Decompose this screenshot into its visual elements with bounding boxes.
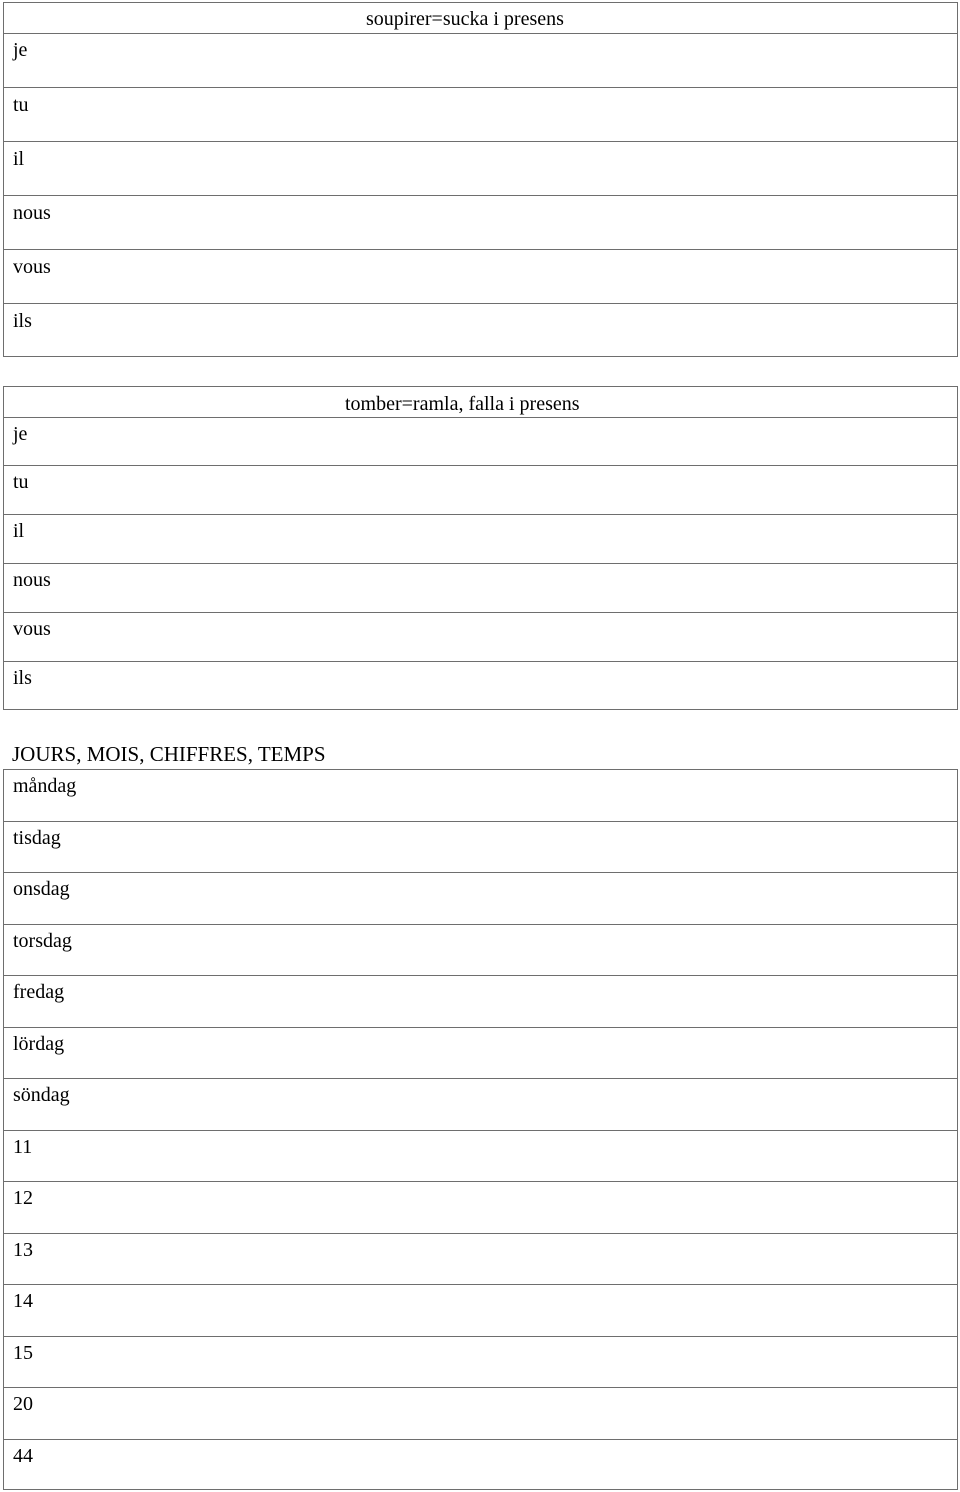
table-row bbox=[4, 1130, 957, 1181]
table-row bbox=[4, 975, 957, 1027]
table-row bbox=[4, 514, 957, 563]
vocabulary-item: 15 bbox=[13, 1342, 33, 1364]
table-row bbox=[4, 1027, 957, 1078]
table-row bbox=[4, 1284, 957, 1336]
vocabulary-item: 44 bbox=[13, 1445, 33, 1467]
vocabulary-item: fredag bbox=[13, 981, 65, 1003]
pronoun-label: je bbox=[13, 423, 28, 445]
vocabulary-item: 13 bbox=[13, 1239, 33, 1261]
table-row bbox=[4, 1439, 957, 1489]
pronoun-label: vous bbox=[13, 618, 51, 640]
vocabulary-item: torsdag bbox=[13, 930, 72, 952]
pronoun-label: il bbox=[13, 520, 25, 542]
table-row bbox=[4, 612, 957, 661]
pronoun-label: tu bbox=[13, 94, 29, 116]
pronoun-label: tu bbox=[13, 471, 29, 493]
conjugation-table-soupirer bbox=[3, 2, 958, 357]
table-row bbox=[4, 303, 957, 356]
table-row bbox=[4, 661, 957, 709]
vocabulary-item: 20 bbox=[13, 1393, 33, 1415]
table-row bbox=[4, 417, 957, 465]
table-row bbox=[4, 1078, 957, 1130]
table-row bbox=[4, 465, 957, 514]
vocabulary-item: söndag bbox=[13, 1084, 70, 1106]
table-row bbox=[4, 872, 957, 924]
table-row bbox=[4, 249, 957, 303]
conjugation-table-tomber bbox=[3, 386, 958, 710]
pronoun-label: ils bbox=[13, 667, 32, 689]
vocabulary-item: 14 bbox=[13, 1290, 33, 1312]
table-row bbox=[4, 141, 957, 195]
table-row bbox=[4, 87, 957, 141]
vocabulary-item: tisdag bbox=[13, 827, 61, 849]
pronoun-label: nous bbox=[13, 202, 51, 224]
pronoun-label: nous bbox=[13, 569, 51, 591]
table-row bbox=[4, 770, 957, 821]
vocabulary-item: måndag bbox=[13, 775, 77, 797]
table-row bbox=[4, 1233, 957, 1284]
table-row bbox=[4, 1336, 957, 1387]
vocabulary-item: lördag bbox=[13, 1033, 65, 1055]
table-row bbox=[4, 924, 957, 975]
table-row bbox=[4, 563, 957, 612]
pronoun-label: ils bbox=[13, 310, 32, 332]
table-row bbox=[4, 1387, 957, 1439]
table-heading: soupirer=sucka i presens bbox=[366, 8, 564, 30]
pronoun-label: il bbox=[13, 148, 25, 170]
pronoun-label: je bbox=[13, 39, 28, 61]
vocabulary-item: 11 bbox=[13, 1136, 33, 1158]
table-row bbox=[4, 33, 957, 87]
table-heading: tomber=ramla, falla i presens bbox=[345, 393, 580, 415]
vocabulary-item: onsdag bbox=[13, 878, 70, 900]
pronoun-label: vous bbox=[13, 256, 51, 278]
vocabulary-item: 12 bbox=[13, 1187, 33, 1209]
table-row bbox=[4, 387, 957, 445]
table-row bbox=[4, 1181, 957, 1233]
vocabulary-table bbox=[3, 769, 958, 1490]
section-title: JOURS, MOIS, CHIFFRES, TEMPS bbox=[12, 742, 326, 766]
table-row bbox=[4, 195, 957, 249]
table-row bbox=[4, 3, 957, 61]
table-row bbox=[4, 821, 957, 872]
